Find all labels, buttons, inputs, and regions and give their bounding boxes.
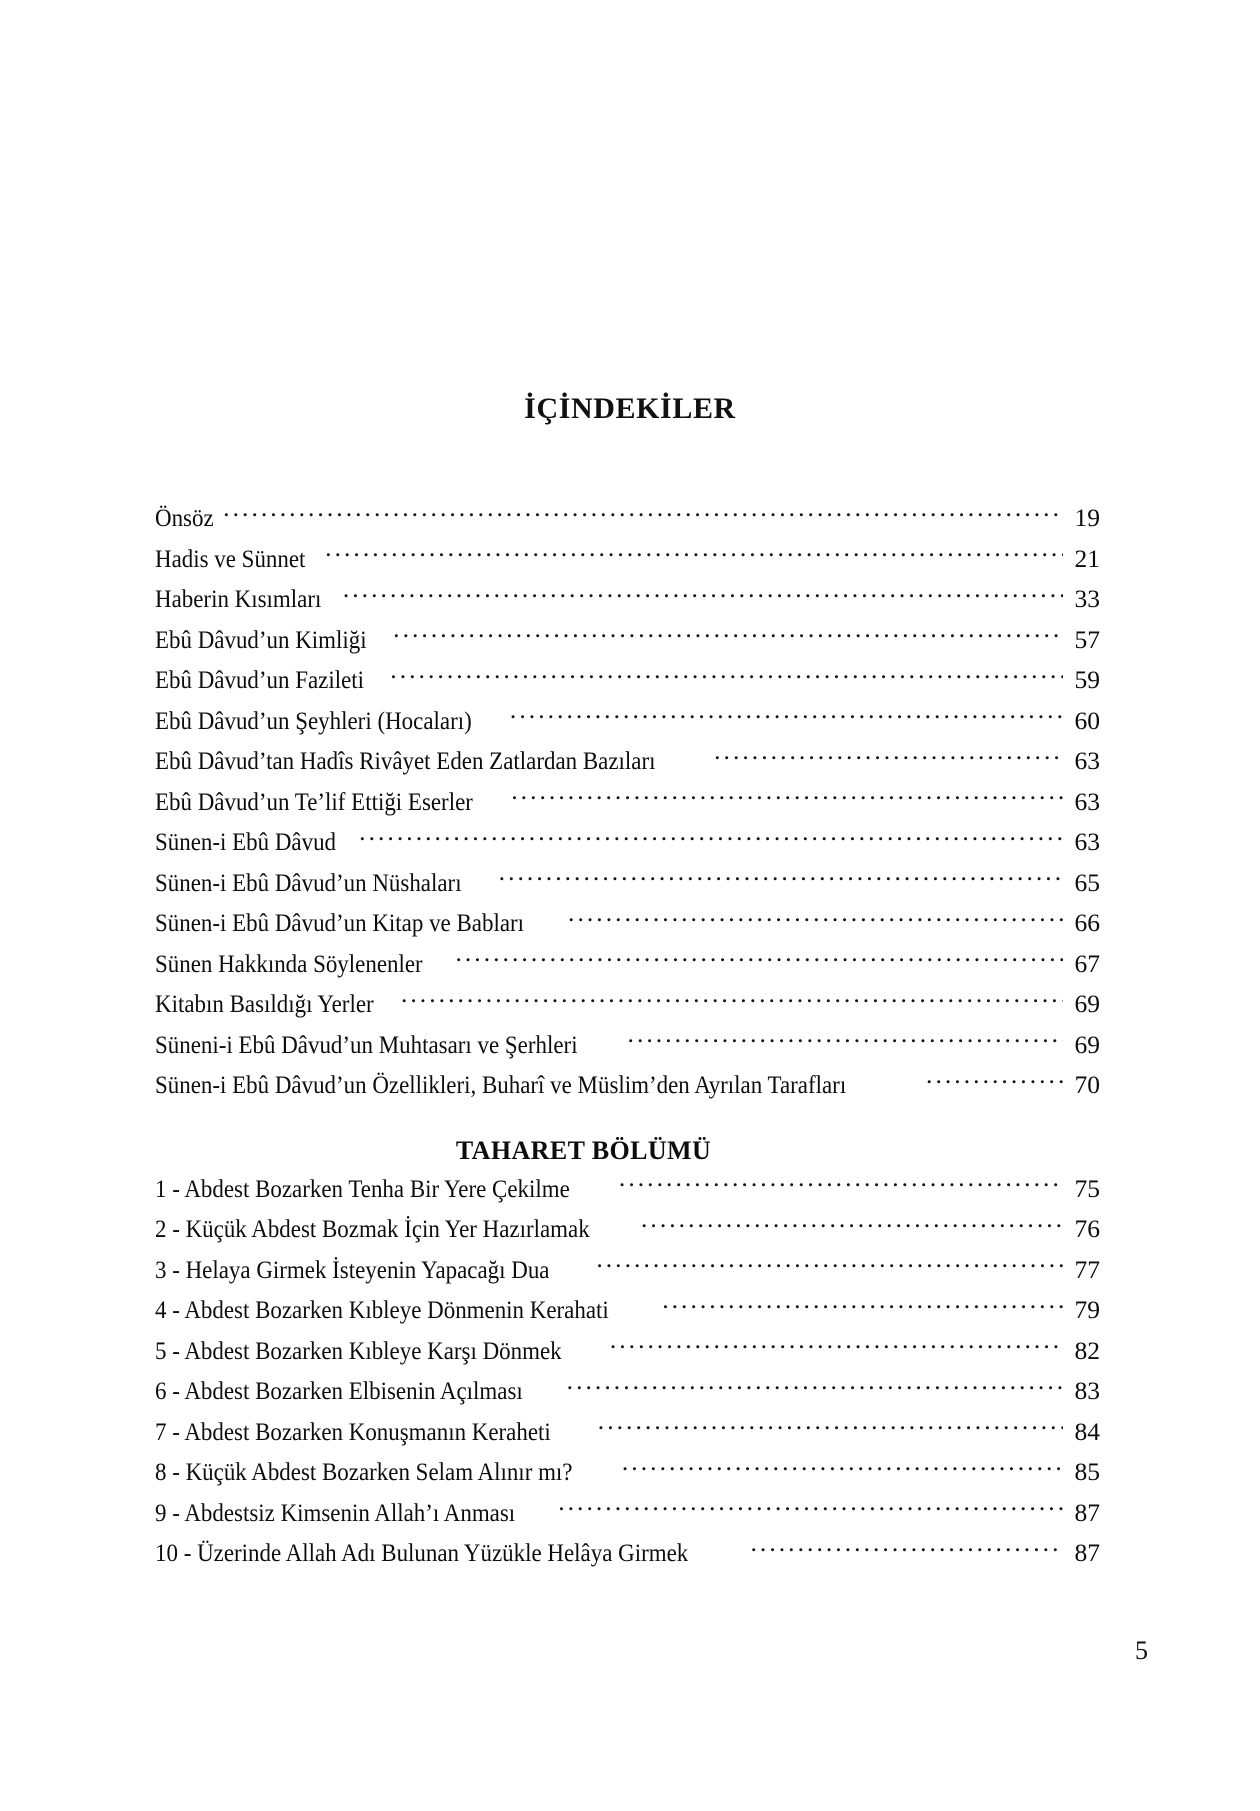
toc-entry-page-number: 69 [1074,1029,1100,1059]
toc-entry-page-number: 76 [1074,1214,1100,1243]
toc-leader-dots [393,623,1063,648]
toc-entry[interactable] [155,498,1100,539]
toc-entry[interactable] [155,1250,1100,1291]
toc-entry-label: 10 - Üzerinde Allah Adı Bulunan Yüzükle Helâya Girmek [155,1538,689,1567]
toc-entry-label: 3 - Helaya Girmek İsteyenin Yapacağı Dua [155,1254,550,1284]
toc-entry-label: 5 - Abdest Bozarken Kıbleye Karşı Dönmek [155,1335,562,1365]
toc-entry-page-number: 79 [1074,1295,1100,1324]
toc-entry[interactable] [155,660,1100,701]
toc-entry-label: 2 - Küçük Abdest Bozmak İçin Yer Hazırlamak [155,1214,590,1243]
toc-leader-dots [558,1496,1063,1521]
toc-entry-page-number: 83 [1074,1376,1100,1405]
toc-leader-dots [499,866,1063,891]
toc-entry-label: 6 - Abdest Bozarken Elbisenin Açılması [155,1376,523,1405]
toc-leader-dots [568,906,1063,931]
toc-entry-page-number: 70 [1074,1070,1100,1099]
toc-entry[interactable] [155,903,1100,944]
toc-entry-label: Ebû Dâvud’un Te’lif Ettiği Eserler [155,786,473,816]
toc-leader-dots [343,582,1063,607]
page-number-folio: 5 [1135,1636,1148,1665]
toc-leader-dots [610,1334,1063,1359]
toc-entry[interactable] [155,1412,1100,1453]
toc-entry-label: Sünen-i Ebû Dâvud’un Nüshaları [155,867,462,897]
toc-entry-page-number: 87 [1074,1538,1100,1567]
page-title: İÇİNDEKİLER [524,392,736,426]
toc-entry[interactable] [155,1025,1100,1066]
toc-entry-label: Ebû Dâvud’un Kimliği [155,624,367,654]
toc-section-heading: TAHARET BÖLÜMÜ [455,1135,712,1165]
toc-entry-label: Kitabın Basıldığı Yerler [155,989,374,1018]
toc-entry-page-number: 63 [1074,786,1100,816]
toc-entry[interactable] [155,1533,1100,1574]
toc-leader-dots [926,1068,1063,1093]
toc-leader-dots [511,785,1063,810]
toc-entry-page-number: 87 [1074,1497,1100,1527]
toc-entry-page-number: 85 [1074,1457,1100,1486]
toc-entry-page-number: 19 [1074,503,1100,532]
toc-entry-page-number: 63 [1074,827,1100,856]
toc-entry-page-number: 60 [1074,705,1100,735]
toc-entry-label: Süneni-i Ebû Dâvud’un Muhtasarı ve Şerhleri [155,1029,578,1059]
toc-entry-page-number: 57 [1074,624,1100,654]
toc-entry-page-number: 21 [1074,543,1100,573]
toc-entry[interactable] [155,1290,1100,1331]
toc-entry[interactable] [155,1209,1100,1250]
toc-entry-page-number: 69 [1074,989,1100,1018]
toc-leader-dots [359,825,1063,850]
toc-entry-page-number: 77 [1074,1254,1100,1284]
toc-leader-dots [622,1455,1063,1480]
toc-entry[interactable] [155,1371,1100,1412]
toc-entry-label: 8 - Küçük Abdest Bozarken Selam Alınır mı? [155,1457,573,1486]
toc-entry[interactable] [155,1065,1100,1106]
toc-entry-label: 1 - Abdest Bozarken Tenha Bir Yere Çekilme [155,1173,570,1203]
toc-leader-dots [714,744,1063,769]
toc-entry[interactable] [155,984,1100,1025]
toc-entry[interactable] [155,1493,1100,1534]
toc-entry-label: Ebû Dâvud’un Şeyhleri (Hocaları) [155,705,472,735]
toc-entry[interactable] [155,863,1100,904]
toc-entry-label: 9 - Abdestsiz Kimsenin Allah’ı Anması [155,1497,516,1527]
toc-entry-page-number: 33 [1074,584,1100,613]
toc-entry[interactable] [155,1169,1100,1210]
toc-leader-dots [662,1293,1063,1318]
toc-entry[interactable] [155,782,1100,823]
toc-entry-label: Sünen Hakkında Söylenenler [155,948,423,978]
toc-leader-dots [223,501,1063,526]
toc-entry-label: Haberin Kısımları [155,584,322,613]
toc-entry-label: 4 - Abdest Bozarken Kıbleye Dönmenin Kerahati [155,1295,609,1324]
toc-entry[interactable] [155,1331,1100,1372]
toc-entry-label: Hadis ve Sünnet [155,543,306,573]
toc-entry-page-number: 65 [1074,867,1100,897]
toc-leader-dots [628,1028,1063,1053]
toc-entry-label: Sünen-i Ebû Dâvud’un Özellikleri, Buharî ve Müslim’den Ayrılan Tarafları [155,1070,847,1099]
toc-entry-label: Önsöz [155,503,214,532]
toc-entry-page-number: 59 [1074,665,1100,694]
toc-entry-label: Ebû Dâvud’un Fazileti [155,665,365,694]
toc-leader-dots [641,1212,1063,1237]
toc-entry[interactable] [155,822,1100,863]
toc-leader-dots [510,704,1063,729]
toc-entry-page-number: 84 [1074,1416,1100,1446]
toc-entry-page-number: 63 [1074,746,1100,775]
toc-entry[interactable] [155,701,1100,742]
toc-entry[interactable] [155,1452,1100,1493]
toc-leader-dots [596,1253,1063,1278]
toc-entry[interactable] [155,579,1100,620]
toc-entry-list [155,498,1100,1574]
toc-entry-label: 7 - Abdest Bozarken Konuşmanın Keraheti [155,1416,551,1446]
toc-entry-page-number: 75 [1074,1173,1100,1203]
toc-entry[interactable] [155,741,1100,782]
toc-leader-dots [619,1172,1063,1197]
toc-leader-dots [325,542,1063,567]
toc-entry-page-number: 66 [1074,908,1100,937]
toc-entry-page-number: 67 [1074,948,1100,978]
toc-entry[interactable] [155,944,1100,985]
toc-leader-dots [390,663,1063,688]
toc-entry[interactable] [155,620,1100,661]
toc-leader-dots [567,1374,1063,1399]
toc-entry-label: Sünen-i Ebû Dâvud [155,827,337,856]
toc-entry-page-number: 82 [1074,1335,1100,1365]
toc-entry[interactable] [155,539,1100,580]
toc-entry-label: Sünen-i Ebû Dâvud’un Kitap ve Babları [155,908,525,937]
toc-leader-dots [598,1415,1063,1440]
toc-leader-dots [455,947,1063,972]
toc-leader-dots [750,1536,1063,1561]
toc-leader-dots [401,987,1063,1012]
toc-entry-label: Ebû Dâvud’tan Hadîs Rivâyet Eden Zatlardan Bazıları [155,746,656,775]
